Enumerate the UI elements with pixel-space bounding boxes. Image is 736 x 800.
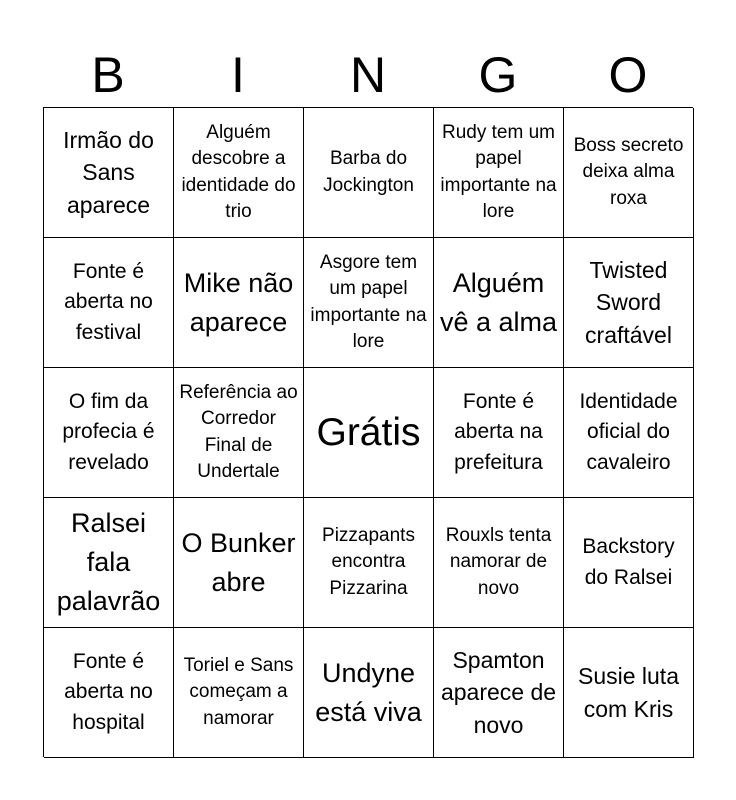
bingo-card <box>43 107 693 757</box>
bingo-cell[interactable] <box>564 238 694 368</box>
bingo-cell[interactable] <box>304 108 434 238</box>
cell-text: Fonte é aberta na prefeitura <box>454 389 543 474</box>
cell-text: Ralsei fala palavrão <box>56 508 161 616</box>
cell-text: Rudy tem um papel importante na lore <box>440 122 557 222</box>
cell-text: Rouxls tenta namorar de novo <box>445 525 552 599</box>
bingo-cell[interactable] <box>174 628 304 758</box>
bingo-header <box>43 44 693 106</box>
cell-text: Undyne está viva <box>315 657 422 727</box>
bingo-cell[interactable] <box>44 628 174 758</box>
cell-text: O fim da profecia é revelado <box>62 389 155 474</box>
bingo-cell[interactable] <box>174 238 304 368</box>
cell-text: Fonte é aberta no festival <box>64 259 153 344</box>
cell-text: Toriel e Sans começam a namorar <box>183 655 294 729</box>
bingo-cell[interactable] <box>434 498 564 628</box>
bingo-cell[interactable] <box>564 108 694 238</box>
cell-text: Asgore tem um papel importante na lore <box>310 252 427 352</box>
cell-text: Irmão do Sans aparece <box>63 127 154 218</box>
cell-text: Backstory do Ralsei <box>582 535 675 589</box>
header-letter-i: I <box>231 47 245 103</box>
bingo-cell[interactable] <box>434 108 564 238</box>
bingo-cell[interactable] <box>44 368 174 498</box>
cell-text: Twisted Sword craftável <box>585 257 672 348</box>
cell-text: Alguém vê a alma <box>439 267 558 337</box>
cell-text: Boss secreto deixa alma roxa <box>573 135 684 209</box>
bingo-cell[interactable] <box>564 628 694 758</box>
cell-text: Grátis <box>316 411 421 454</box>
cell-text: Fonte é aberta no hospital <box>64 649 153 734</box>
bingo-cell[interactable] <box>304 238 434 368</box>
bingo-cell[interactable] <box>44 238 174 368</box>
header-letter-b: B <box>91 47 125 103</box>
cell-text: Pizzapants encontra Pizzarina <box>322 525 415 599</box>
cell-text: Barba do Jockington <box>323 148 414 196</box>
bingo-cell[interactable] <box>434 238 564 368</box>
bingo-cell[interactable] <box>44 108 174 238</box>
bingo-cell[interactable] <box>434 368 564 498</box>
cell-text: Referência ao Corredor Final de Undertale <box>179 382 298 482</box>
header-letter-o: O <box>608 47 648 103</box>
bingo-cell[interactable] <box>564 368 694 498</box>
bingo-cell[interactable] <box>174 498 304 628</box>
cell-text: Alguém descobre a identidade do trio <box>181 122 296 222</box>
header-letter-g: G <box>478 47 518 103</box>
bingo-cell[interactable] <box>564 498 694 628</box>
bingo-cell[interactable] <box>174 368 304 498</box>
cell-text: Mike não aparece <box>183 267 294 337</box>
cell-text: Susie luta com Kris <box>577 663 679 722</box>
free-space-cell[interactable] <box>304 368 434 498</box>
cell-text: Spamton aparece de novo <box>440 647 557 738</box>
bingo-cell[interactable] <box>304 628 434 758</box>
cell-text: O Bunker abre <box>181 527 296 597</box>
cell-text: Identidade oficial do cavaleiro <box>579 389 678 474</box>
bingo-cell[interactable] <box>44 498 174 628</box>
bingo-cell[interactable] <box>174 108 304 238</box>
bingo-cell[interactable] <box>434 628 564 758</box>
header-letter-n: N <box>349 47 387 103</box>
bingo-cell[interactable] <box>304 498 434 628</box>
